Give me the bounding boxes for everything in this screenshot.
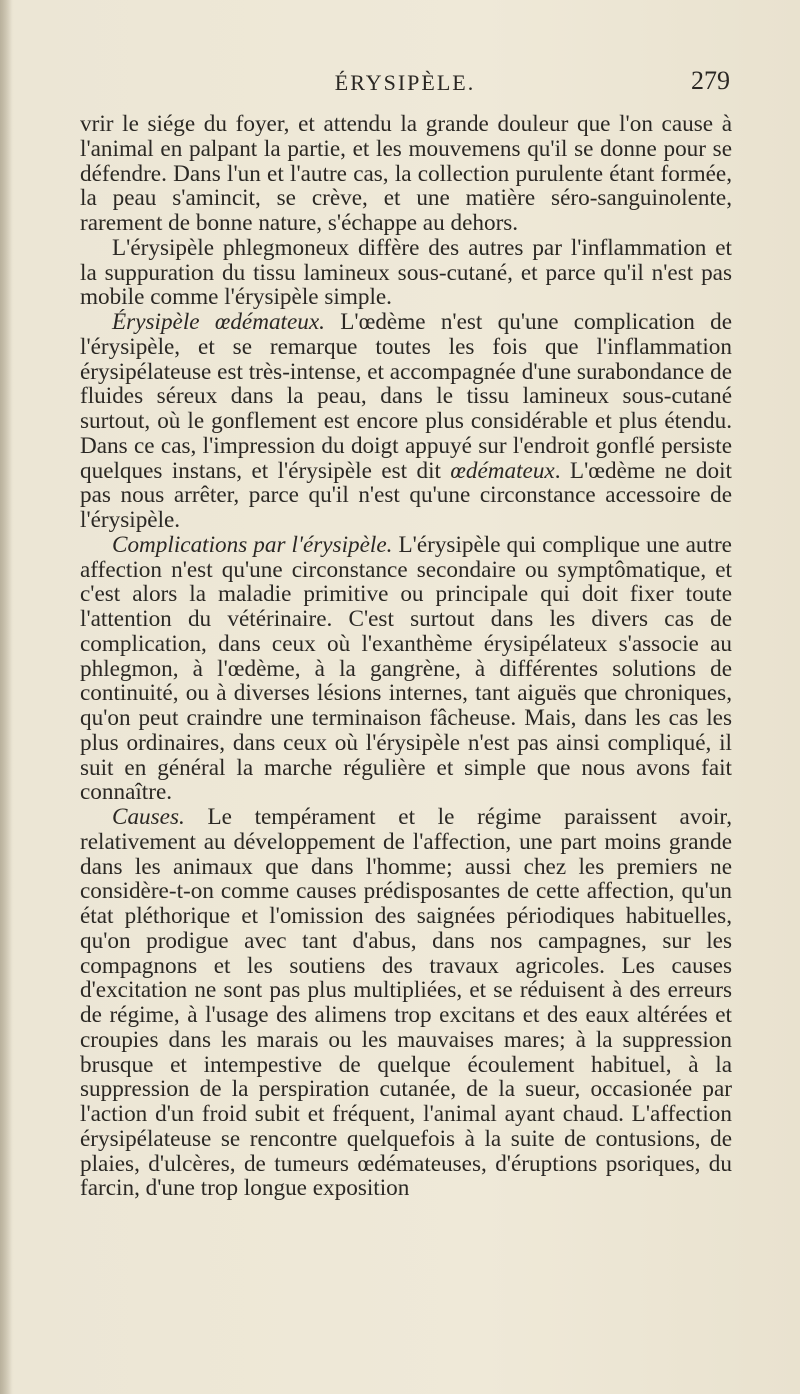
gutter-shadow xyxy=(0,0,12,1394)
running-header xyxy=(80,62,730,98)
paragraph xyxy=(80,805,732,1201)
paragraph-text: . L'œdème ne doit pas nous arrêter, parce qu'il n'est qu'une circonstance accessoire de l'érysipèle. xyxy=(80,457,732,533)
paragraph xyxy=(80,236,732,310)
paragraph-text: Le tempérament et le régime paraissent avoir, relativement au développement de l'affection, une part moins grande dans les animaux que dans l'homme; aussi chez les premiers ne considère-t-on comme causes prédisposantes de cette affection, qu'un état pléthorique et l'omission des saignées périodiques habituelles, qu'on prodigue avec tant d'abus, dans nos campagnes, sur les compagnons et les soutiens des travaux agricoles. Les causes d'excitation ne sont pas plus multipliées, et se réduisent à des erreurs de régime, à l'usage des alimens trop excitans et des eaux altérées et croupies dans les marais ou les mauvaises mares; à la suppression brusque et intempestive de quelque écoulement habituel, à la suppression de la perspiration cutanée, de la sueur, occasionée par l'action d'un froid subit et fréquent, l'animal ayant chaud. L'affection érysipélateuse se rencontre quelquefois à la suite de contusions, de plaies, d'ulcères, de tumeurs œdémateuses, d'éruptions psoriques, du farcin, d'une trop longue exposition xyxy=(80,804,732,1202)
section-lead: Causes. xyxy=(112,804,185,830)
paragraph xyxy=(80,533,732,805)
section-lead: Érysipèle œdémateux. xyxy=(112,309,325,335)
paragraph-text: L'érysipèle phlegmoneux diffère des autres par l'inflammation et la suppuration du tissu lamineux sous-cutané, et parce qu'il n'est pas mobile comme l'érysipèle simple. xyxy=(80,234,732,311)
paragraph-text: L'œdème n'est qu'une complication de l'érysipèle, et se remarque toutes les fois que l'inflammation érysipélateuse est très-intense, et accompagnée d'une surabondance de fluides séreux dans la peau, dans le tissu lamineux sous-cutané surtout, où le gonflement est encore plus considérable et plus étendu. Dans ce cas, l'impression du doigt appuyé sur l'endroit gonflé persiste quelques instans, et l'érysipèle est dit xyxy=(80,309,733,484)
italic-term: œdémateux xyxy=(450,457,555,484)
paragraph-text: vrir le siége du foyer, et attendu la grande douleur que l'on cause à l'animal en palpant la partie, et les mouvemens qu'il se donne pour se défendre. Dans l'un et l'autre cas, la collection purulente étant formée, la peau s'amincit, se crève, et une matière séro-sanguinolente, rarement de bonne nature, s'échappe au dehors. xyxy=(80,111,732,236)
paragraph-text: L'érysipèle qui complique une autre affection n'est qu'une circonstance secondaire ou symptômatique, et c'est alors la maladie primitive ou principale qui doit fixer toute l'attention du vétérinaire. C'est surtout dans les divers cas de complication, dans ceux où l'exanthème érysipélateux s'associe au phlegmon, à l'œdème, à la gangrène, à différentes solutions de continuité, ou à diverses lésions internes, tant aiguës que chroniques, qu'on peut craindre une terminaison fâcheuse. Mais, dans les cas les plus ordinaires, dans ceux où l'érysipèle n'est pas ainsi compliqué, il suit en général la marche régulière et simple que nous avons fait connaître. xyxy=(80,531,732,806)
section-lead: Complications par l'érysipèle. xyxy=(112,531,393,558)
running-title: ÉRYSIPÈLE. xyxy=(334,70,476,95)
paragraph-continued xyxy=(80,112,732,236)
paragraph xyxy=(80,310,732,533)
page-number: 279 xyxy=(691,66,730,95)
body-text xyxy=(80,112,732,1201)
